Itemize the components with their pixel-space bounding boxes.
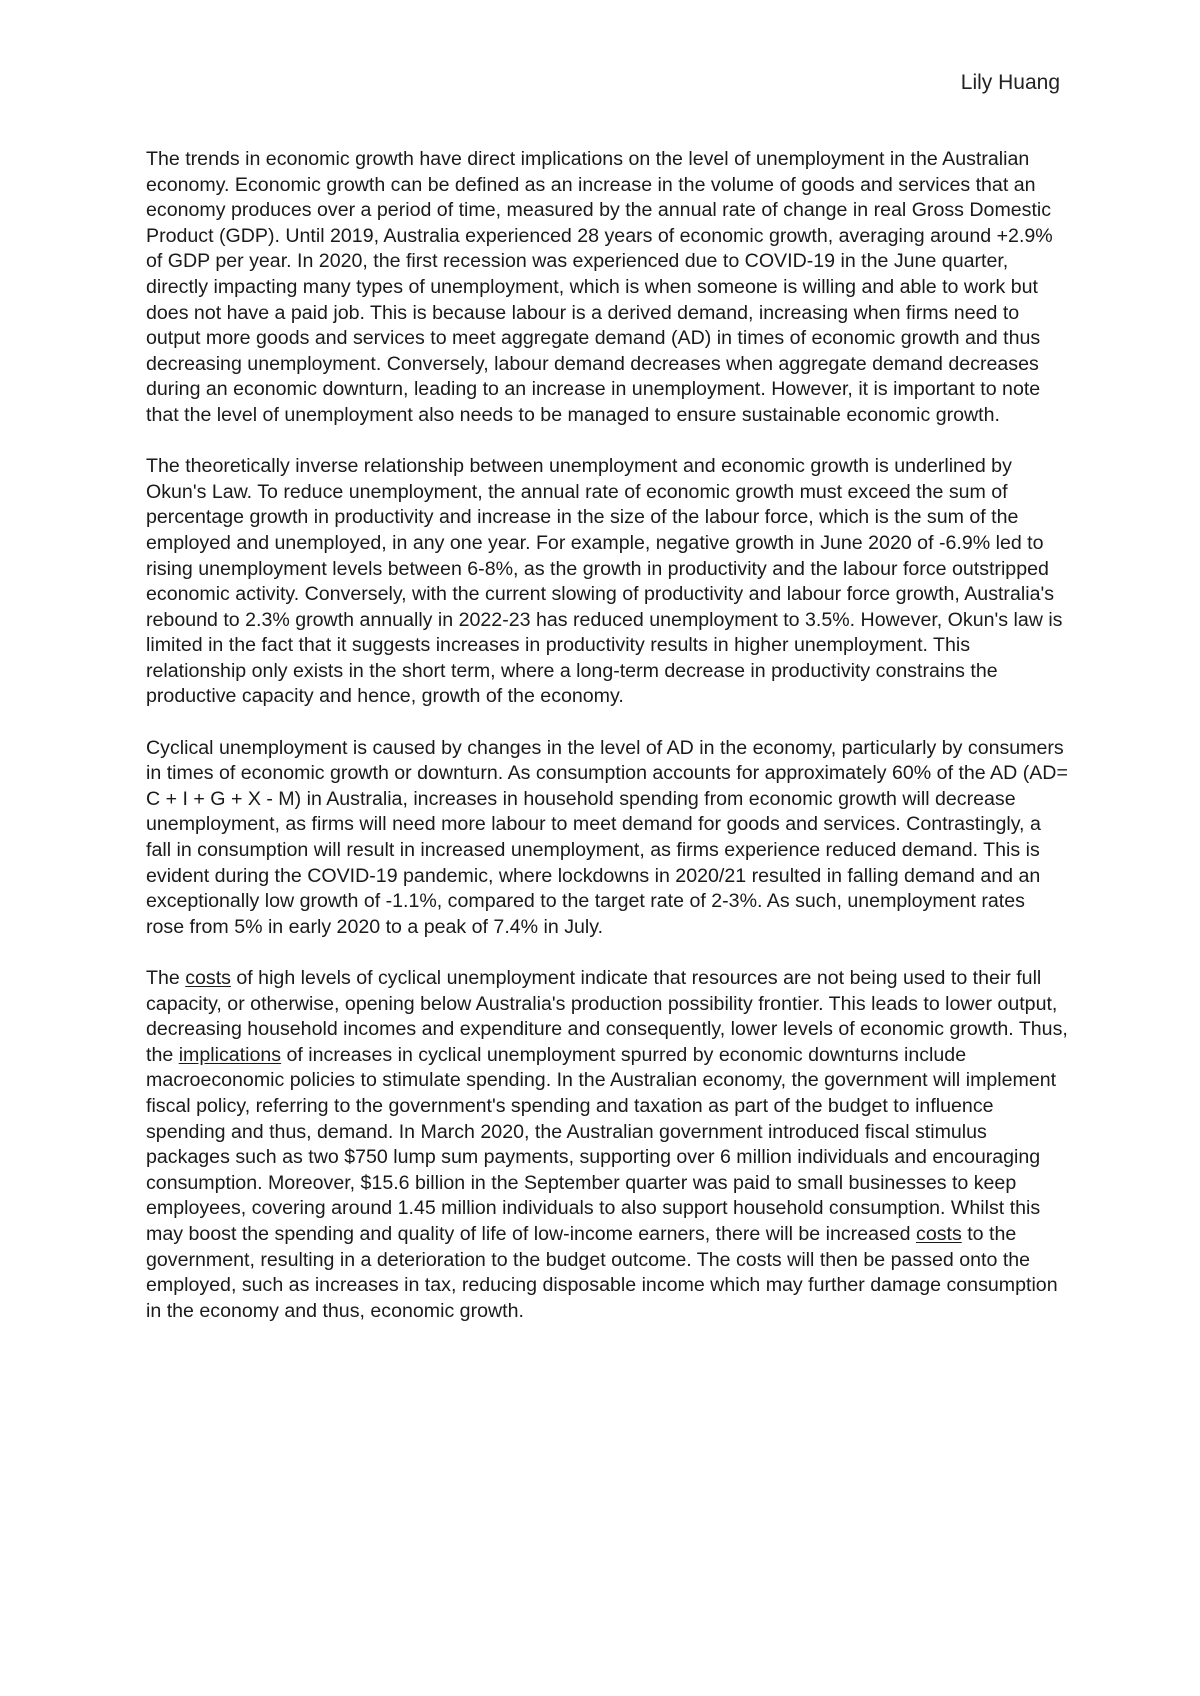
paragraph-4-text: of increases in cyclical unemployment spurred by economic downturns include macroeconomic policies to stimulate spending. In the Australian economy, the government will implement fiscal policy, referring to the government's spending and taxation as part of the budget to influence spending and thus, demand. In March 2020, the Australian government introduced fiscal stimulus packages such as two $750 lump sum payments, supporting over 6 million individuals and encouraging consumption. Moreover, $15.6 billion in the September quarter was paid to small businesses to keep employees, covering around 1.45 million individuals to also support household consumption. Whilst this may boost the spending and quality of life of low-income earners, there will be increased <box>146 1043 1057 1245</box>
underlined-implications: implications <box>178 1043 282 1066</box>
paragraph-2: The theoretically inverse relationship between unemployment and economic growth is underlined by Okun's Law. To reduce unemployment, the annual rate of economic growth must exceed the sum of percentage growth in productivity and increase in the size of the labour force, which is the sum of the employed and unemployed, in any one year. For example, negative growth in June 2020 of -6.9% led to rising unemployment levels between 6-8%, as the growth in productivity and the labour force outstripped economic activity. Conversely, with the current slowing of productivity and labour force growth, Australia's rebound to 2.3% growth annually in 2022-23 has reduced unemployment to 3.5%. However, Okun's law is limited in the fact that it suggests increases in productivity results in higher unemployment. This relationship only exists in the short term, where a long-term decrease in productivity constrains the productive capacity and hence, growth of the economy. <box>146 455 1063 708</box>
paragraph-3: Cyclical unemployment is caused by changes in the level of AD in the economy, particularly by consumers in times of economic growth or downturn. As consumption accounts for approximately 60% of the AD (AD= C + I + G + X - M) in Australia, increases in household spending from economic growth will decrease unemployment, as firms will need more labour to meet demand for goods and services. Contrastingly, a fall in consumption will result in increased unemployment, as firms experience reduced demand. This is evident during the COVID-19 pandemic, where lockdowns in 2020/21 resulted in falling demand and an exceptionally low growth of -1.1%, compared to the target rate of 2-3%. As such, unemployment rates rose from 5% in early 2020 to a peak of 7.4% in July. <box>146 736 1068 938</box>
essay-body <box>146 147 1068 1350</box>
paragraph-4-text: The <box>146 967 186 989</box>
paragraph-4-text: of high levels of cyclical unemployment indicate that resources are not being used to their full capacity, or otherwise, opening below Australia's production possibility frontier. This leads to lower output, decreasing household incomes and expenditure and consequently, lower levels of economic growth. Thus, the <box>146 967 1068 1066</box>
underlined-costs: costs <box>185 967 231 989</box>
underlined-costs: costs <box>916 1222 962 1245</box>
paragraph-4-text: to the government, resulting in a deterioration to the budget outcome. The costs will then be passed onto the employed, such as increases in tax, reducing disposable income which may further damage consumption in the economy and thus, economic growth. <box>146 1222 1058 1322</box>
author-name: Lily Huang <box>960 71 1060 94</box>
paragraph-4 <box>146 966 1068 1324</box>
paragraph-1: The trends in economic growth have direct implications on the level of unemployment in the Australian economy. Economic growth can be defined as an increase in the volume of goods and services that an economy produces over a period of time, measured by the annual rate of change in real Gross Domestic Product (GDP). Until 2019, Australia experienced 28 years of economic growth, averaging around +2.9% of GDP per year. In 2020, the first recession was experienced due to COVID-19 in the June quarter, directly impacting many types of unemployment, which is when someone is willing and able to work but does not have a paid job. This is because labour is a derived demand, increasing when firms need to output more goods and services to meet aggregate demand (AD) in times of economic growth and thus decreasing unemployment. Conversely, labour demand decreases when aggregate demand decreases during an economic downturn, leading to an increase in unemployment. However, it is important to note that the level of unemployment also needs to be managed to ensure sustainable economic growth. <box>146 148 1053 426</box>
